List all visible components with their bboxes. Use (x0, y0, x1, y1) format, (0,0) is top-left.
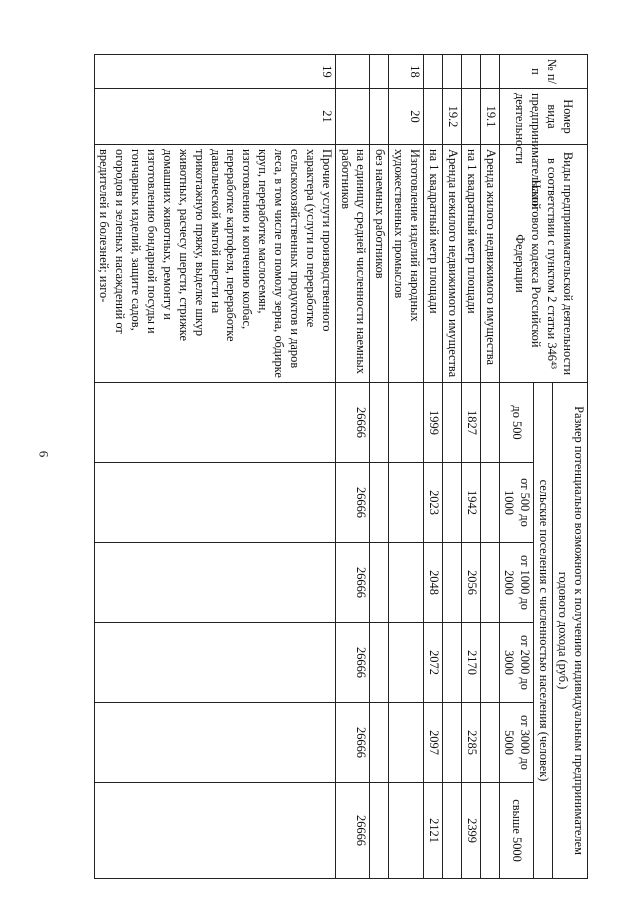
cell-activity: на 1 квадратный метр площади (461, 145, 480, 383)
cell-activity: без наемных работников (370, 145, 389, 383)
table-row (335, 55, 370, 879)
cell-value: 26666 (335, 703, 370, 783)
cell-value: 26666 (335, 623, 370, 703)
rotated-table-wrapper (52, 54, 588, 878)
cell-value (94, 383, 335, 463)
cell-value: 2023 (424, 463, 443, 543)
cell-no (480, 55, 499, 89)
header-no: № п/п (499, 55, 587, 89)
header-range: от 1000 до 2000 (499, 543, 534, 623)
header-range: от 3000 до 5000 (499, 703, 534, 783)
cell-activity: на единицу средней численности наемных работников (335, 145, 370, 383)
cell-value: 2121 (424, 783, 443, 879)
cell-value: 2072 (424, 623, 443, 703)
cell-value (370, 383, 389, 463)
cell-value (370, 543, 389, 623)
cell-code: 19.1 (480, 89, 499, 145)
table-row (424, 55, 443, 879)
cell-value: 26666 (335, 463, 370, 543)
cell-value (370, 623, 389, 703)
cell-value (389, 783, 424, 879)
cell-no: 19 (94, 55, 335, 89)
table-row (461, 55, 480, 879)
cell-value (443, 783, 462, 879)
cell-value: 26666 (335, 783, 370, 879)
cell-value (480, 623, 499, 703)
cell-activity: на 1 квадратный метр площади (424, 145, 443, 383)
cell-code (461, 89, 480, 145)
cell-value (480, 383, 499, 463)
table-row (389, 55, 424, 879)
cell-value (443, 463, 462, 543)
cell-value (443, 543, 462, 623)
cell-value: 2285 (461, 703, 480, 783)
cell-value (94, 623, 335, 703)
cell-no (461, 55, 480, 89)
header-range: от 2000 до 3000 (499, 623, 534, 703)
cell-value (480, 783, 499, 879)
cell-value: 2048 (424, 543, 443, 623)
header-range: свыше 5000 (499, 783, 534, 879)
cell-value: 26666 (335, 383, 370, 463)
header-row-1 (553, 55, 588, 879)
cell-value (370, 463, 389, 543)
cell-value: 2399 (461, 783, 480, 879)
cell-code (335, 89, 370, 145)
cell-value (443, 383, 462, 463)
cell-value (94, 703, 335, 783)
cell-code: 19.2 (443, 89, 462, 145)
income-table (94, 54, 588, 879)
cell-code: 21 (94, 89, 335, 145)
cell-value (370, 783, 389, 879)
cell-activity: Аренда нежилого недвижимого имущества (443, 145, 462, 383)
header-settlement: сельские поселения с численностью населения (человек) (534, 383, 553, 879)
cell-value: 1827 (461, 383, 480, 463)
cell-value: 2170 (461, 623, 480, 703)
cell-code (370, 89, 389, 145)
header-range: от 500 до 1000 (499, 463, 534, 543)
cell-value: 26666 (335, 543, 370, 623)
cell-value (443, 703, 462, 783)
cell-value: 2056 (461, 543, 480, 623)
cell-value (389, 383, 424, 463)
cell-value (389, 623, 424, 703)
cell-value: 1999 (424, 383, 443, 463)
cell-value: 1942 (461, 463, 480, 543)
header-code: Номер вида предпринимательской деятельности (499, 89, 587, 145)
header-activity: Виды предпринимательской деятельности в соответствии с пунктом 2 статьи 346⁴³ Налогового кодекса Российской Федерации (499, 145, 587, 383)
cell-value (94, 783, 335, 879)
cell-value (480, 703, 499, 783)
table-row (370, 55, 389, 879)
cell-value (389, 463, 424, 543)
cell-activity: Аренда жилого недвижимого имущества (480, 145, 499, 383)
cell-value (370, 703, 389, 783)
cell-no (335, 55, 370, 89)
cell-activity: Прочие услуги производственного характера (услуги по переработке сельскохозяйственных продуктов и даров леса, в том числе по помолу зерна, обдирке круп, переработке маслосемян, изготовлению и копчению колбас, переработке картофеля, переработке давальческой мытой шерсти на трикотажную пряжу, выделке шкур животных, расчесу шерсти, стрижке домашних животных, ремонту и изготовлению бондарной посуды и гончарных изделий, защите садов, огородов и зеленых насаждений от вредителей и болезней; изго- (94, 145, 335, 383)
cell-code (424, 89, 443, 145)
table-row (94, 55, 335, 879)
header-income: Размер потенциально возможного к получению индивидуальным предпринимателем годового дохода (руб.) (553, 383, 588, 879)
cell-code: 20 (389, 89, 424, 145)
table-row (480, 55, 499, 879)
cell-no: 18 (389, 55, 424, 89)
cell-value (389, 543, 424, 623)
cell-value (480, 463, 499, 543)
cell-value (94, 543, 335, 623)
table-row (443, 55, 462, 879)
page-number: 6 (36, 450, 52, 458)
cell-value (443, 623, 462, 703)
cell-value (480, 543, 499, 623)
cell-no (424, 55, 443, 89)
header-range: до 500 (499, 383, 534, 463)
cell-no (443, 55, 462, 89)
cell-activity: Изготовление изделий народных художественных промыслов (389, 145, 424, 383)
cell-no (370, 55, 389, 89)
cell-value: 2097 (424, 703, 443, 783)
cell-value (389, 703, 424, 783)
cell-value (94, 463, 335, 543)
